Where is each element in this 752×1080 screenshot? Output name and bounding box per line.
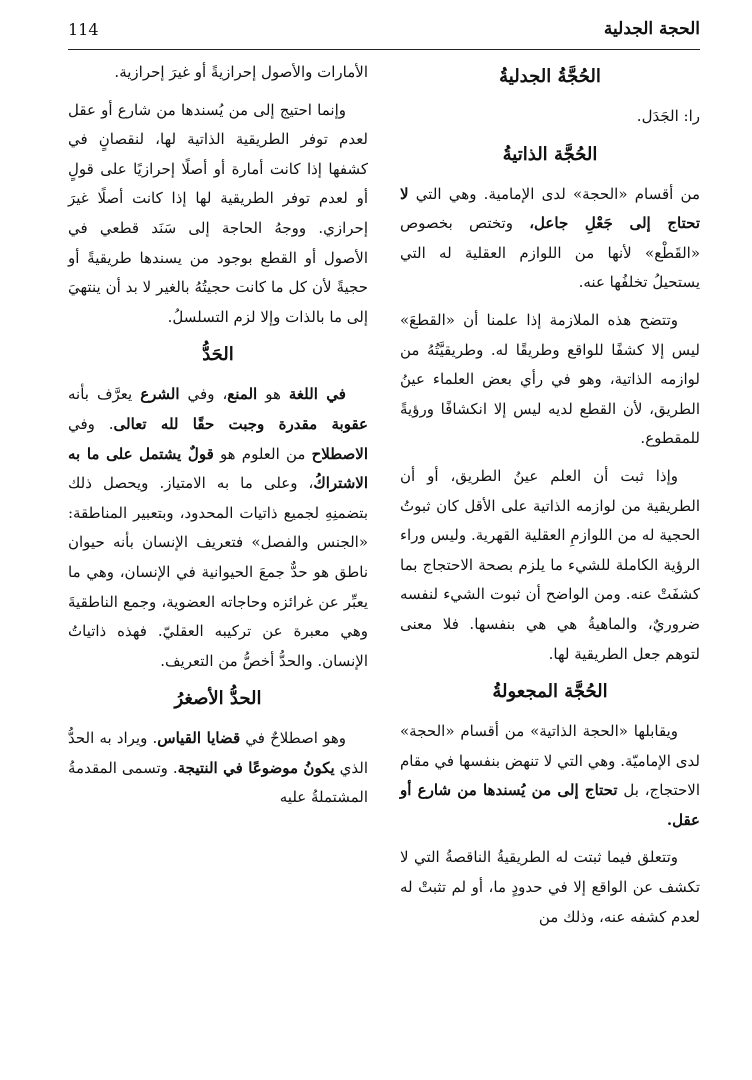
text-run: هو [257,385,289,404]
bold-term: قضايا القياس [157,729,241,748]
entry-paragraph [68,380,368,676]
entry-paragraph [400,717,700,835]
bold-term: قولٌ يشتمل على ما به الاشتراكُ [68,444,368,493]
text-run: . وتسمى المقدمةُ المشتملةُ عليه [68,758,368,807]
entry-title-hujja-majula: الحُجَّة المجعولةُ [492,681,608,703]
text-run: وهو اصطلاحٌ في [240,729,346,748]
entry-paragraph: وتتعلق فيما ثبتت له الطريقيةُ الناقصةُ التي لا تكشف عن الواقع إلا في حدودٍ ما، أو لم تثبتْ له لعدم كشفه عنه، وذلك من [400,848,700,926]
entry-paragraph: وتتضح هذه الملازمة إذا علمنا أن «القطعَ» ليس إلا كشفًا للواقع وطريقًا له. وطريقيَّتُهُ من لوازمه الذاتية، وهو في رأي بعض العلماء عينُ الطريق، لأن القطع لديه ليس إلا انكشافًا ورؤيةً للمقطوع. [400,310,700,448]
text-run: وهي التي [408,184,477,203]
text-run: من أقسام «الحجة» لدى الإمامية. [483,184,700,203]
text-run: وتختص بخصوص «القَطْع» لأنها من اللوازم العقلية له التي يستحيلُ تخلفُها عنه. [400,214,700,292]
entry-paragraph: وإذا ثبت أن العلم عينُ الطريق، أو أن الطريقية من لوازمه الذاتية على الأقل كان ثبوتُ الحجية له من اللوازمِ العقلية القهرية. وليس وراء الرؤية الكاملة للشيء ما يلزم بصحة الاحتجاج بما كشفَتْ عنه. ومن الواضح أن ثبوت الشيء لنفسه ضروريٌ، والماهيةُ هي هي بنفسها. فلا معنى لتوهم جعل الطريقية لها. [400,466,700,663]
entry-title-hadd-asghar: الحدُّ الأصغرُ [174,688,262,710]
bold-term: لا تحتاج إلى جَعْلِ جاعل، [400,184,701,233]
text-run: . ويراد به الحدُّ الذي [68,729,368,777]
see-reference: را: الجَدَل. [636,107,700,125]
header-divider [68,49,700,50]
right-column [400,58,700,940]
entry-title-hadd: الحَدُّ [202,344,234,366]
bold-term: المنع [227,385,258,404]
bold-term: الشرع [140,385,180,404]
entry-title-hujja-dhatiyya: الحُجَّة الذاتيةُ [502,143,598,165]
text-run: يعرَّف بأنه [68,385,141,404]
entry-title-hujja-jadaliyya: الحُجَّةُ الجدليةُ [499,66,601,87]
running-header-title: الحجة الجدلية [603,19,700,39]
running-header [68,14,700,44]
bold-term: الاصطلاح [311,444,368,463]
left-column [68,58,368,821]
entry-paragraph: وإنما احتيج إلى من يُسندها من شارع أو عقل لعدم توفر الطريقية الذاتية لها، لنقصانٍ في كشفها إذا كانت أمارة أو أصلًا إحرازيًا على قولٍ أو لعدم توفر الطريقية لها إذا كانت أصلًا غيرَ إحرازي. ووجهُ الحاجة إلى سَنَد قطعي في الأصول أو القطع بوجود من يسندها طريقيةً أو حجيةً لأن كل ما كانت حجيتُهُ بالغير لا بد أن ينتهيَ إلى ما بالذات وإلا لزم التسلسلُ. [68,100,368,326]
text-run: ، وعلى ما به الامتياز. ويحصل ذلك بتضمنِهِ لجميع ذاتيات المحدود، وبتعبير المناطقة: «الجنس والفصل» فتعريف الإنسان بأنه حيوان ناطق هو حدٌّ جمعَ الحيوانية في الإنسان، وهي ما يعبِّر عن غرائزه وحاجاته العضوية، وجمع الناطقيةَ وهي معبرة عن تركيبه العقليّ. فهذه ذاتياتُ الإنسان. والحدُّ أخصُّ من التعريف. [68,474,368,670]
text-run: ويقابلها «الحجة الذاتية» من أقسام «الحجة» لدى الإماميّة. وهي التي لا تنهض بنفسها في مقام الاحتجاج، بل [400,722,700,800]
entry-paragraph [68,724,368,813]
bold-term: في اللغة [288,385,346,404]
bold-term: يكونُ موضوعًا في النتيجة [177,758,335,777]
entry-paragraph [400,180,700,298]
text-run: . وفي [68,414,114,433]
bold-term: تحتاج إلى من يُسندها من شارع أو عقل. [400,781,700,829]
text-run: ، وفي [179,385,228,404]
page-number: 114 [68,19,99,39]
continued-paragraph: الأمارات والأصول إحرازيةً أو غيرَ إحرازية. [114,63,368,81]
bold-term: عقوبة مقدرة وجبت حقًا لله تعالى [113,414,368,433]
text-run: من العلوم هو [213,444,312,463]
